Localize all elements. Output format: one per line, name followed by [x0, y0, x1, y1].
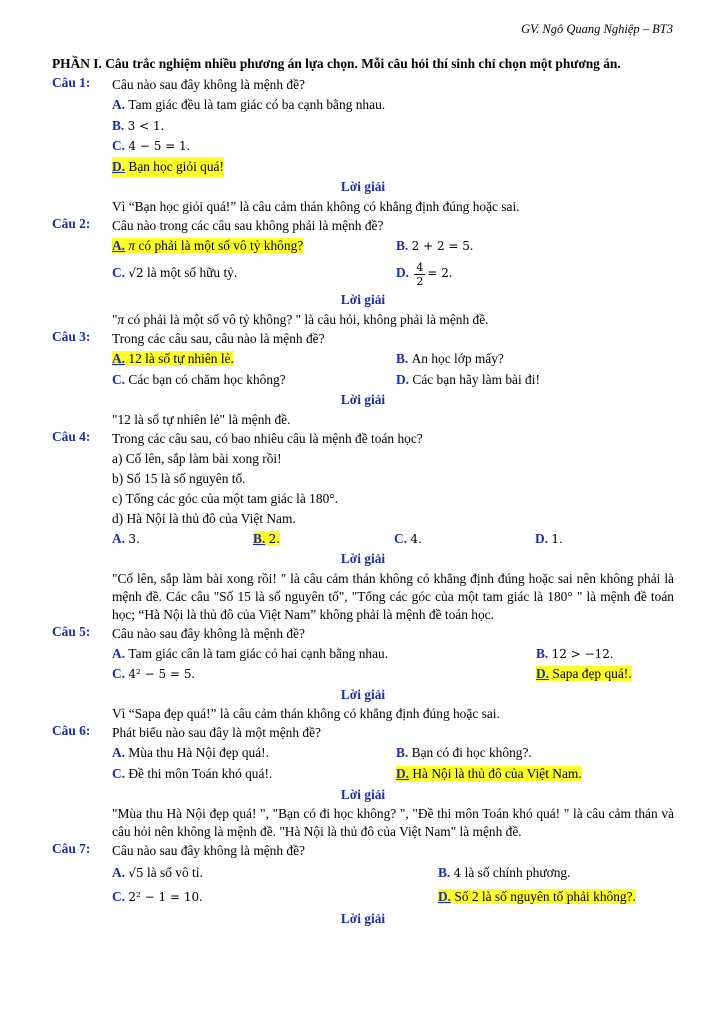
option-d[interactable]: D. Các bạn hãy làm bài đi!: [396, 371, 540, 387]
option-a[interactable]: A. 3.: [112, 530, 140, 546]
option-c[interactable]: C. 2² − 1 = 10.: [112, 889, 203, 905]
question-text: Trong các câu sau, có bao nhiêu câu là mệnh đề toán học?: [112, 430, 423, 446]
solution-text: "Cố lên, sắp làm bài xong rồi! " là câu cảm thán không có khẳng định đúng hoặc sai nên không phải là mệnh đề. Các câu "Số 15 là số nguyên tố", "Tổng các góc của một tam giác là 180° " là mệnh đề toán học; “Hà Nội là thủ đô của Việt Nam” không phải là mệnh đề toán học.: [112, 570, 674, 622]
question-text: Câu nào trong các câu sau không phải là mệnh đề?: [112, 217, 384, 233]
option-d[interactable]: D. 1.: [535, 530, 563, 546]
solution-heading: Lời giải: [340, 911, 386, 927]
page-header: GV. Ngô Quang Nghiệp – BT3: [521, 22, 673, 36]
option-c[interactable]: C. √2 là một số hữu tỷ.: [112, 265, 238, 281]
option-b[interactable]: B. 4 là số chính phương.: [438, 865, 571, 881]
option-d[interactable]: D. Số 2 là số nguyên tố phải không?.: [438, 889, 636, 905]
solution-text: "12 là số tự nhiên lẻ" là mệnh đề.: [112, 411, 291, 427]
solution-text: "Mùa thu Hà Nội đẹp quá! ", "Bạn có đi học không? ", "Đề thi môn Toán khó quá! " là câu cảm thán và câu hỏi nên không là mệnh đề. "Hà Nội là thủ đô của Việt Nam" là mệnh đề.: [112, 806, 674, 840]
question-text: Trong các câu sau, câu nào là mệnh đề?: [112, 330, 325, 346]
question-text: Phát biểu nào sau đây là một mệnh đề?: [112, 725, 321, 741]
option-a[interactable]: A. Mùa thu Hà Nội đẹp quá!.: [112, 745, 269, 761]
question-4: [52, 429, 674, 550]
solution-heading: Lời giải: [340, 786, 386, 802]
statement-item: b) Số 15 là số nguyên tố.: [112, 470, 246, 486]
question-text: Câu nào sau đây không là mệnh đề?: [112, 77, 305, 92]
solution-text: "π có phải là một số vô tỷ không? " là câu hỏi, không phải là mệnh đề.: [112, 311, 489, 327]
option-d[interactable]: D. $\frac{4}{2}$ = 2.: [396, 260, 453, 288]
option-c[interactable]: C. 4² − 5 = 5.: [112, 666, 195, 682]
question-number: Câu 6:: [52, 723, 91, 739]
option-b[interactable]: B. 12 > −12.: [536, 645, 614, 661]
solution-heading: Lời giải: [340, 686, 386, 702]
option-a[interactable]: A. Tam giác cân là tam giác có hai cạnh bằng nhau.: [112, 645, 389, 661]
option-d[interactable]: D. Bạn học giỏi quá!: [112, 157, 674, 178]
question-2: [52, 216, 674, 291]
option-a[interactable]: A. Tam giác đều là tam giác có ba cạnh bằng nhau.: [112, 97, 386, 112]
option-b[interactable]: B. 2.: [253, 530, 281, 546]
option-b[interactable]: B. 2 + 2 = 5.: [396, 237, 474, 253]
option-b[interactable]: B. An học lớp mấy?: [396, 350, 504, 366]
option-c[interactable]: C. Các bạn có chăm học không?: [112, 371, 286, 387]
question-number: Câu 3:: [52, 328, 91, 344]
option-c[interactable]: C. 4.: [394, 530, 422, 546]
question-number: Câu 2:: [52, 215, 91, 231]
question-number: Câu 1:: [52, 75, 91, 90]
option-a[interactable]: A. 12 là số tự nhiên lẻ.: [112, 350, 234, 366]
option-c[interactable]: C. Đề thi môn Toán khó quá!.: [112, 766, 273, 782]
question-7: [52, 841, 674, 909]
option-c[interactable]: C. 4 − 5 = 1 .: [112, 138, 191, 154]
option-d[interactable]: D. Sapa đẹp quá!.: [536, 666, 632, 682]
question-number: Câu 4:: [52, 428, 91, 444]
option-b[interactable]: B. 3 < 1 .: [112, 117, 164, 133]
statement-item: d) Hà Nội là thủ đô của Việt Nam.: [112, 510, 296, 526]
option-b[interactable]: B. Bạn có đi học không?.: [396, 745, 532, 761]
solution-heading: Lời giải: [340, 392, 386, 408]
solution-heading: Lời giải: [340, 292, 386, 308]
question-3: [52, 329, 674, 390]
option-d[interactable]: D. Hà Nội là thủ đô của Việt Nam.: [396, 766, 582, 782]
statement-item: c) Tổng các góc của một tam giác là 180°.: [112, 490, 338, 506]
question-6: [52, 723, 674, 784]
question-5: [52, 624, 674, 685]
question-number: Câu 7:: [52, 841, 91, 857]
fraction: $\frac{4}{2}$: [416, 260, 424, 288]
solution-heading: Lời giải: [340, 551, 386, 567]
statement-item: a) Cố lên, sắp làm bài xong rồi!: [112, 450, 282, 466]
solution-heading: Lời giải: [340, 179, 386, 195]
question-text: Câu nào sau đây không là mệnh đề?: [112, 625, 305, 641]
option-a[interactable]: A. √5 là số vô tỉ.: [112, 865, 203, 881]
question-number: Câu 5:: [52, 623, 91, 639]
option-a[interactable]: A. π có phải là một số vô tỷ không?: [112, 237, 304, 253]
solution-text: Vì “Bạn học giỏi quá!” là câu cảm thán không có khẳng định đúng hoặc sai.: [112, 198, 520, 214]
question-1: [52, 75, 674, 177]
part-title: PHẦN I. Câu trắc nghiệm nhiều phương án lựa chọn. Mỗi câu hỏi thí sinh chỉ chọn một phương án.: [52, 56, 621, 71]
question-text: Câu nào sau đây không là mệnh đề?: [112, 843, 305, 859]
solution-text: Vì “Sapa đẹp quá!” là câu cảm thán không có khẳng định đúng hoặc sai.: [112, 706, 500, 722]
document-body: [52, 56, 674, 930]
